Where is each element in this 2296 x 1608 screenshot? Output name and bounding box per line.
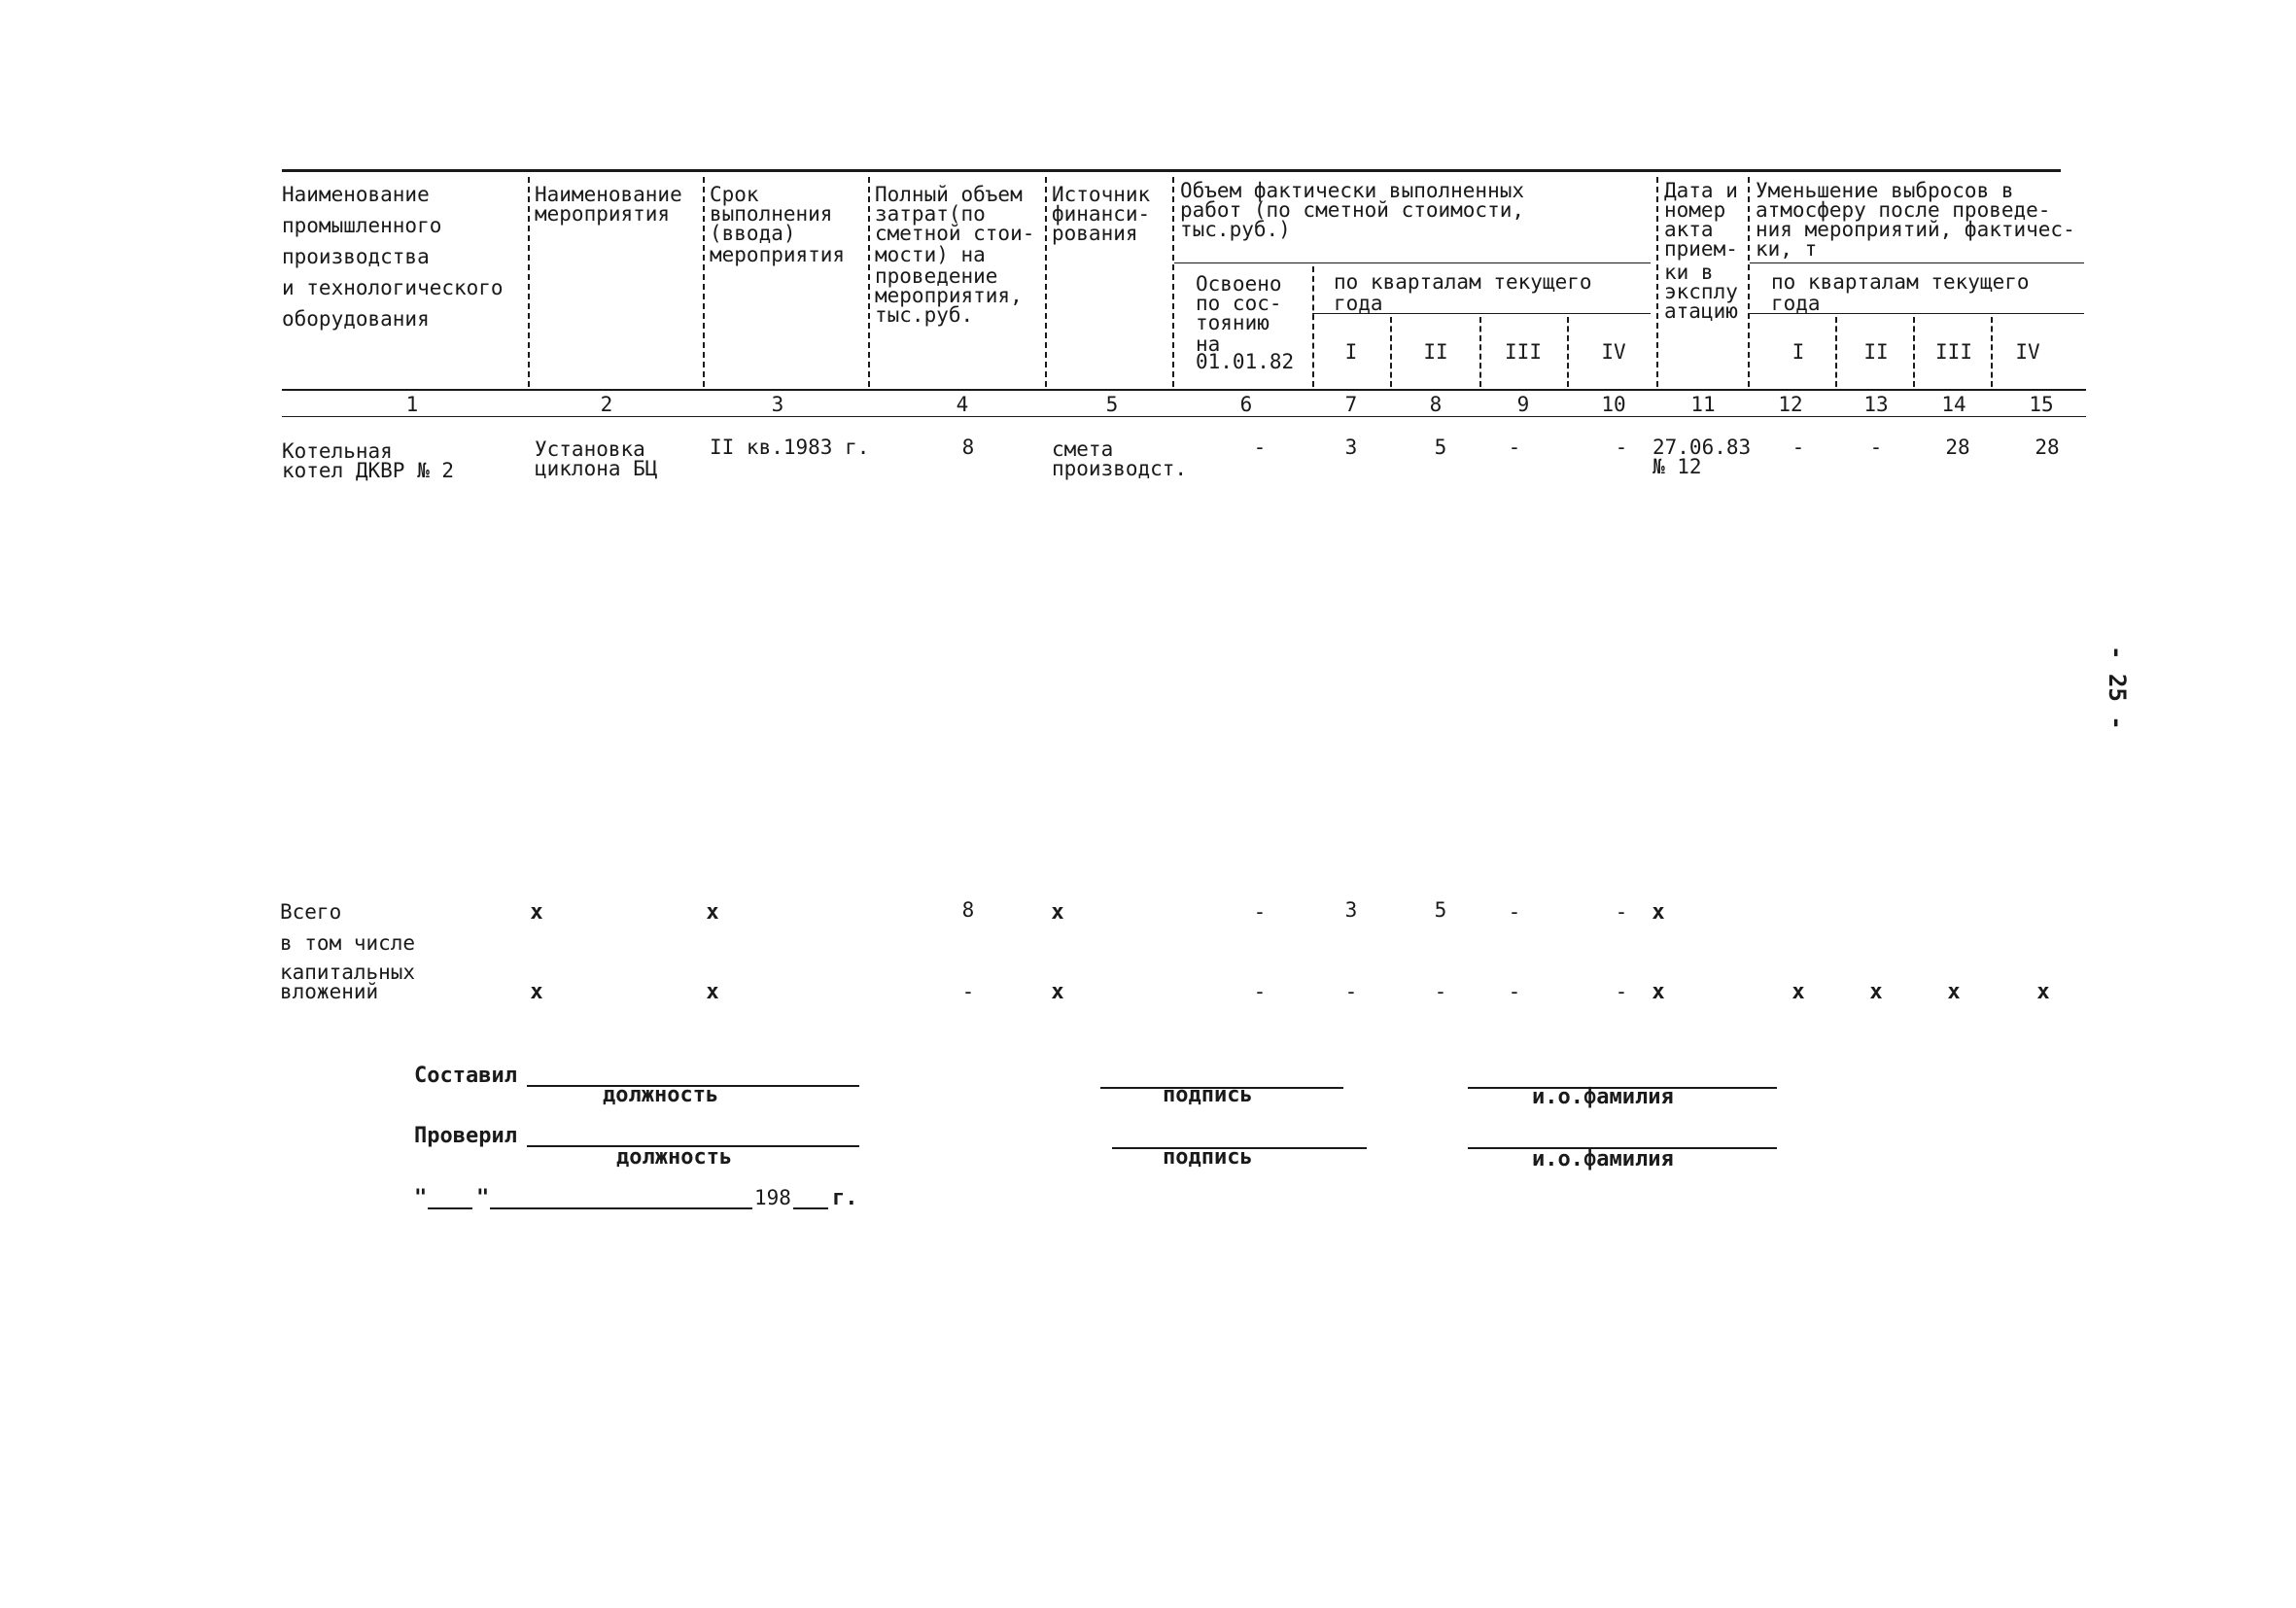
col-sep-3 [868,177,870,387]
row-term: II кв.1983 г. [710,436,870,459]
col-sep-11 [1748,177,1750,387]
col-sep-5 [1172,177,1174,387]
row-r3: 28 [1945,436,1970,459]
column-numbers-bottom-rule [282,416,2086,417]
row-q3: - [1508,436,1521,459]
row-r4: 28 [2035,436,2060,459]
row-q2: 5 [1434,436,1447,459]
col-sep-8 [1479,317,1481,387]
col-sep-7 [1390,317,1392,387]
col-sep-4 [1045,177,1047,387]
row-act: 27.06.83 [1652,436,1752,459]
group-works-sub-rule [1174,262,1651,263]
col-sep-14 [1991,317,1993,387]
total-label: Всего [280,900,342,924]
col-sep-6 [1312,266,1314,387]
row-done: - [1253,436,1267,459]
col-sep-12 [1835,317,1837,387]
table-top-rule [282,169,2061,172]
row-q1: 3 [1344,436,1358,459]
row-measure: Установка [535,437,645,461]
row-source: смета [1052,437,1114,461]
row-cost: 8 [961,436,975,459]
row-r1: - [1792,436,1805,459]
capital-label: капитальных [280,961,416,984]
col-sep-10 [1656,177,1658,387]
col-sep-9 [1567,317,1569,387]
including-label: в том числе [280,931,416,955]
checked-label: Проверил [414,1124,517,1148]
col-sep-2 [703,177,705,387]
row-name: Котельная [282,439,393,463]
group-emission-sub-rule [1750,262,2084,263]
compiled-label: Составил [414,1064,517,1088]
col-sep-1 [528,177,530,387]
row-q4: - [1615,436,1628,459]
page-number: - 25 - [2104,646,2131,730]
row-r2: - [1869,436,1883,459]
table-header-bottom-rule [282,389,2086,391]
col-sep-13 [1913,317,1915,387]
